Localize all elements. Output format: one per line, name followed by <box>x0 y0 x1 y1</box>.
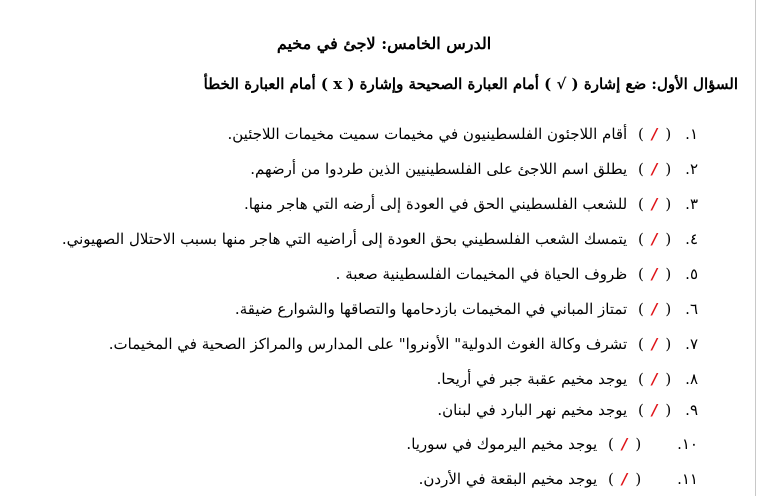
item-text: يوجد مخيم البقعة في الأردن. <box>418 470 598 488</box>
paren-open: ( <box>665 125 672 143</box>
list-item <box>228 122 699 146</box>
answer-mark[interactable]: / <box>651 230 658 248</box>
list-item <box>406 432 698 456</box>
paren-close: ) <box>638 401 644 419</box>
paren-close: ) <box>638 335 644 353</box>
item-text: تشرف وكالة الغوث الدولية" الأونروا" على المدارس والمراكز الصحية في المخيمات. <box>108 335 628 353</box>
paren-open: ( <box>665 300 672 318</box>
list-item <box>336 262 698 286</box>
paren-open: ( <box>665 401 672 419</box>
answer-mark[interactable]: / <box>651 401 658 419</box>
answer-mark[interactable]: / <box>651 300 658 318</box>
answer-mark[interactable]: / <box>651 335 658 353</box>
page-margin-line <box>755 0 756 496</box>
paren-open: ( <box>635 470 642 488</box>
paren-close: ) <box>638 230 644 248</box>
paren-close: ) <box>638 195 644 213</box>
item-text: للشعب الفلسطيني الحق في العودة إلى أرضه التي هاجر منها. <box>244 195 628 213</box>
answer-mark[interactable]: / <box>651 370 658 388</box>
item-number: ٩. <box>685 401 698 419</box>
list-item <box>250 157 698 181</box>
paren-open: ( <box>635 435 642 453</box>
list-item <box>437 398 698 422</box>
paren-close: ) <box>638 125 644 143</box>
paren-close: ) <box>608 435 614 453</box>
item-text: أقام اللاجئون الفلسطينيون في مخيمات سميت مخيمات اللاجئين. <box>227 125 628 143</box>
item-number: ٧. <box>685 335 698 353</box>
answer-mark[interactable]: / <box>651 160 658 178</box>
paren-close: ) <box>638 160 644 178</box>
item-number: ٢. <box>685 160 698 178</box>
item-number: ٣. <box>685 195 698 213</box>
item-text: يوجد مخيم اليرموك في سوريا. <box>406 435 598 453</box>
item-number: ٤. <box>685 230 698 248</box>
paren-open: ( <box>665 370 672 388</box>
paren-open: ( <box>665 195 672 213</box>
answer-mark[interactable]: / <box>651 265 658 283</box>
item-number: ١٠. <box>677 435 698 453</box>
item-text: يتمسك الشعب الفلسطيني بحق العودة إلى أراضيه التي هاجر منها بسبب الاحتلال الصهيوني. <box>61 230 628 248</box>
paren-open: ( <box>665 230 672 248</box>
paren-open: ( <box>665 265 672 283</box>
item-text: يوجد مخيم نهر البارد في لبنان. <box>437 401 628 419</box>
paren-close: ) <box>638 300 644 318</box>
item-number: ٥. <box>685 265 698 283</box>
item-number: ١١. <box>677 470 698 488</box>
paren-close: ) <box>608 470 614 488</box>
item-number: ٨. <box>685 370 698 388</box>
answer-mark[interactable]: / <box>621 470 628 488</box>
item-text: يوجد مخيم عقبة جبر في أريحا. <box>436 370 628 388</box>
paren-open: ( <box>665 160 672 178</box>
answer-mark[interactable]: / <box>621 435 628 453</box>
item-number: ١. <box>685 125 698 143</box>
question-title: السؤال الأول: ضع إشارة ( √ ) أمام العبارة الصحيحة وإشارة ( x ) أمام العبارة الخطأ <box>203 75 738 93</box>
item-text: ظروف الحياة في المخيمات الفلسطينية صعبة . <box>335 265 628 283</box>
list-item <box>235 297 698 321</box>
item-text: تمتاز المباني في المخيمات بازدحامها والتصاقها والشوارع ضيقة. <box>234 300 628 318</box>
paren-open: ( <box>665 335 672 353</box>
answer-mark[interactable]: / <box>651 125 658 143</box>
item-number: ٦. <box>685 300 698 318</box>
list-item <box>109 332 698 356</box>
item-text: يطلق اسم اللاجئ على الفلسطينيين الذين طردوا من أرضهم. <box>250 160 628 178</box>
answer-mark[interactable]: / <box>651 195 658 213</box>
lesson-title: الدرس الخامس: لاجئ في مخيم <box>276 34 492 53</box>
list-item <box>244 192 698 216</box>
list-item <box>62 227 698 251</box>
list-item <box>437 367 698 391</box>
list-item <box>419 467 698 491</box>
paren-close: ) <box>638 370 644 388</box>
paren-close: ) <box>638 265 644 283</box>
